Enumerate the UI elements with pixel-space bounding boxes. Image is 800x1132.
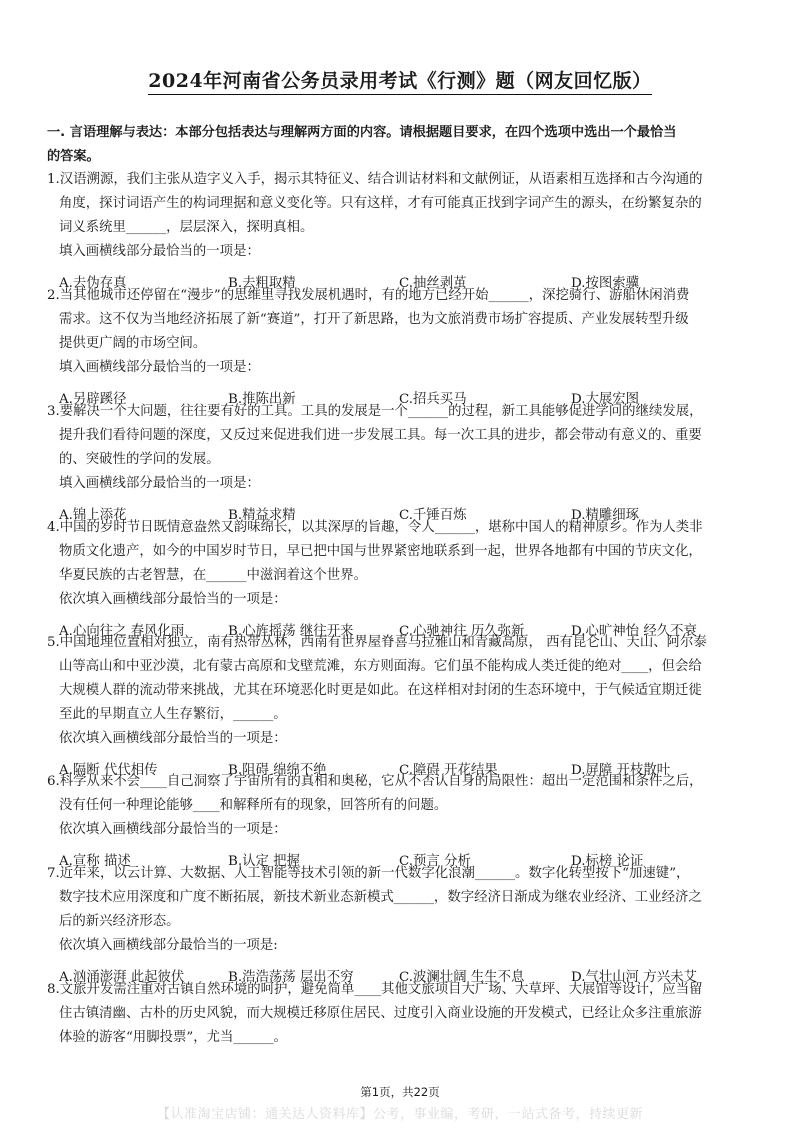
question-prompt: 依次填入画横线部分最恰当的一项是: <box>59 938 278 953</box>
option-c: C.心驰神往 历久弥新 <box>399 624 525 639</box>
question-text-line: 提供更广阔的市场空间。 <box>59 336 207 351</box>
question-text-line: 体验的游客“用脚投票”，尤当______。 <box>59 1030 287 1045</box>
option-d: D.屏障 开枝散叶 <box>571 763 671 778</box>
section-heading-line: 的答案。 <box>47 149 100 164</box>
option-c: C.预言 分析 <box>399 854 471 869</box>
section-heading <box>47 121 747 169</box>
question-text-line: 3.要解决一个大问题，往往要有好的工具。工具的发展是一个______的过程，新工具能够促进学问的继续发展， <box>47 404 703 419</box>
option-d: D.心旷神怡 经久不衰 <box>571 624 697 639</box>
option-d: D.大展宏图 <box>571 392 640 407</box>
question-1 <box>47 168 759 296</box>
question-7 <box>47 862 759 990</box>
option-b: B.认定 把握 <box>228 854 300 869</box>
question-text-line: 4.中国的岁时节日既情意盎然又韵味绵长，以其深厚的旨趣，令人______，堪称中国人的精神原乡。作为人类非 <box>47 520 703 535</box>
question-text-line: 词义系统里______，层层深入，探明真相。 <box>59 220 314 235</box>
question-text-line: 需求。这不仅为当地经济拓展了新“赛道”，打开了新思路，也为文旅消费市场扩容提质、产业发展转型升级 <box>59 312 689 327</box>
page-number: 第1页，共22页 <box>360 1085 440 1099</box>
option-a: A.汹涌澎湃 此起彼伏 <box>59 970 185 985</box>
watermark-text: 【认准淘宝店铺：通关达人资料库】公考，事业编，考研，一站式备考，持续更新 <box>156 1107 643 1122</box>
option-a: A.心向往之 春风化雨 <box>59 624 185 639</box>
option-c: C.抽丝剥茧 <box>399 276 467 291</box>
question-text-line: 2.当其他城市还停留在“漫步”的思维里寻找发展机遇时，有的地方已经开始______，深挖骑行、游船休闲消费 <box>47 288 690 303</box>
document-title: 2024年河南省公务员录用考试《行测》题（网友回忆版） <box>0 66 800 93</box>
question-5 <box>47 631 759 783</box>
option-c: C.千锤百炼 <box>399 508 467 523</box>
question-text-line: 角度，探讨词语产生的构词理据和意义变化等。只有这样，才有可能真正找到字词产生的源头，在纷繁复杂的 <box>59 196 702 211</box>
option-d: D.按图索骥 <box>571 276 640 291</box>
question-2 <box>47 284 759 412</box>
question-text-line: 5.中国地理位置相对独立，南有热带丛林，西南有世界屋脊喜马拉雅山和青藏高原， 西有昆仑山、天山、阿尔泰 <box>47 635 707 650</box>
question-prompt: 填入画横线部分最恰当的一项是： <box>59 244 260 259</box>
question-prompt: 依次填入画横线部分最恰当的一项是： <box>59 822 287 837</box>
section-heading-line: 一. 言语理解与表达：本部分包括表达与理解两方面的内容。请根据题目要求，在四个选项中选出一个最恰当 <box>47 125 677 140</box>
question-text-line: 物质文化遗产，如今的中国岁时节日，早已把中国与世界紧密地联系到一起，世界各地都有中国的节庆文化， <box>59 544 702 559</box>
question-prompt: 填入画横线部分最恰当的一项是： <box>59 476 260 491</box>
option-b: B.浩浩荡荡 层出不穷 <box>228 970 354 985</box>
option-c: C.障碍 开花结果 <box>399 763 498 778</box>
option-b: B.心旌摇荡 继往开来 <box>228 624 354 639</box>
question-text-line: 的、突破性的学问的发展。 <box>59 452 220 467</box>
option-d: D.气壮山河 方兴未艾 <box>571 970 697 985</box>
option-b: B.推陈出新 <box>228 392 296 407</box>
question-text-line: 没有任何一种理论能够____和解释所有的现象，回答所有的问题。 <box>59 798 448 813</box>
option-a: A.另辟蹊径 <box>59 392 127 407</box>
question-4 <box>47 516 759 644</box>
question-text-line: 提升我们看待问题的深度，又反过来促进我们进一步发展工具。每一次工具的进步，都会带动有意义的、重要 <box>59 428 702 443</box>
option-d: D.精雕细琢 <box>571 508 640 523</box>
option-a: A.宣称 描述 <box>59 854 131 869</box>
question-text-line: 1.汉语溯源，我们主张从造字义入手，揭示其特征义、结合训诂材料和文献例证，从语素相互选择和古今沟通的 <box>47 172 703 187</box>
question-text-line: 山等高山和中亚沙漠，北有蒙古高原和戈壁荒滩，东方则面海。它们虽不能构成人类迁徙的绝对____，但会给 <box>59 659 702 674</box>
option-b: B.阻碍 绵绵不绝 <box>228 763 327 778</box>
question-text-line: 至此的早期直立人生存繁衍，______。 <box>59 707 287 722</box>
question-3 <box>47 400 759 528</box>
option-b: B.精益求精 <box>228 508 296 523</box>
question-prompt: 依次填入画横线部分最恰当的一项是： <box>59 731 287 746</box>
option-a: A.去伪存真 <box>59 276 127 291</box>
question-text-line: 8.文旅开发需注重对古镇自然环境的呵护，避免简单____其他文旅项目大广场、大草坪、大展馆等设计，应当留 <box>47 982 703 997</box>
question-8 <box>47 978 759 1050</box>
question-text-line: 住古镇清幽、古朴的历史风貌，而大规模迁移原住居民、过度引入商业设施的开发模式，已经让众多注重旅游 <box>59 1006 702 1021</box>
question-text-line: 华夏民族的古老智慧，在______中滋润着这个世界。 <box>59 568 367 583</box>
question-6 <box>47 770 759 874</box>
option-a: A.隔断 代代相传 <box>59 763 158 778</box>
question-text-line: 6.科学从来不会____自己洞察了宇宙所有的真相和奥秘，它从不否认自身的局限性：超出一定范围和条件之后， <box>47 774 703 789</box>
option-c: C.招兵买马 <box>399 392 467 407</box>
option-a: A.锦上添花 <box>59 508 127 523</box>
option-c: C.波澜壮阔 生生不息 <box>399 970 525 985</box>
question-prompt: 依次填入画横线部分最恰当的一项是： <box>59 592 287 607</box>
question-text-line: 数字技术应用深度和广度不断拓展，新技术新业态新模式______，数字经济日渐成为继农业经济、工业经济之 <box>59 890 702 905</box>
option-d: D.标榜 论证 <box>571 854 644 869</box>
option-b: B.去粗取精 <box>228 276 296 291</box>
question-text-line: 后的新兴经济形态。 <box>59 914 180 929</box>
question-prompt: 填入画横线部分最恰当的一项是： <box>59 360 260 375</box>
question-text-line: 7.近年来，以云计算、大数据、人工智能等技术引领的新一代数字化浪潮______。数字化转型按下“加速键”， <box>47 866 690 881</box>
question-text-line: 大规模人群的流动带来挑战，尤其在环境恶化时更是如此。在这样相对封闭的生态环境中，于气候适宜期迁徙 <box>59 683 702 698</box>
